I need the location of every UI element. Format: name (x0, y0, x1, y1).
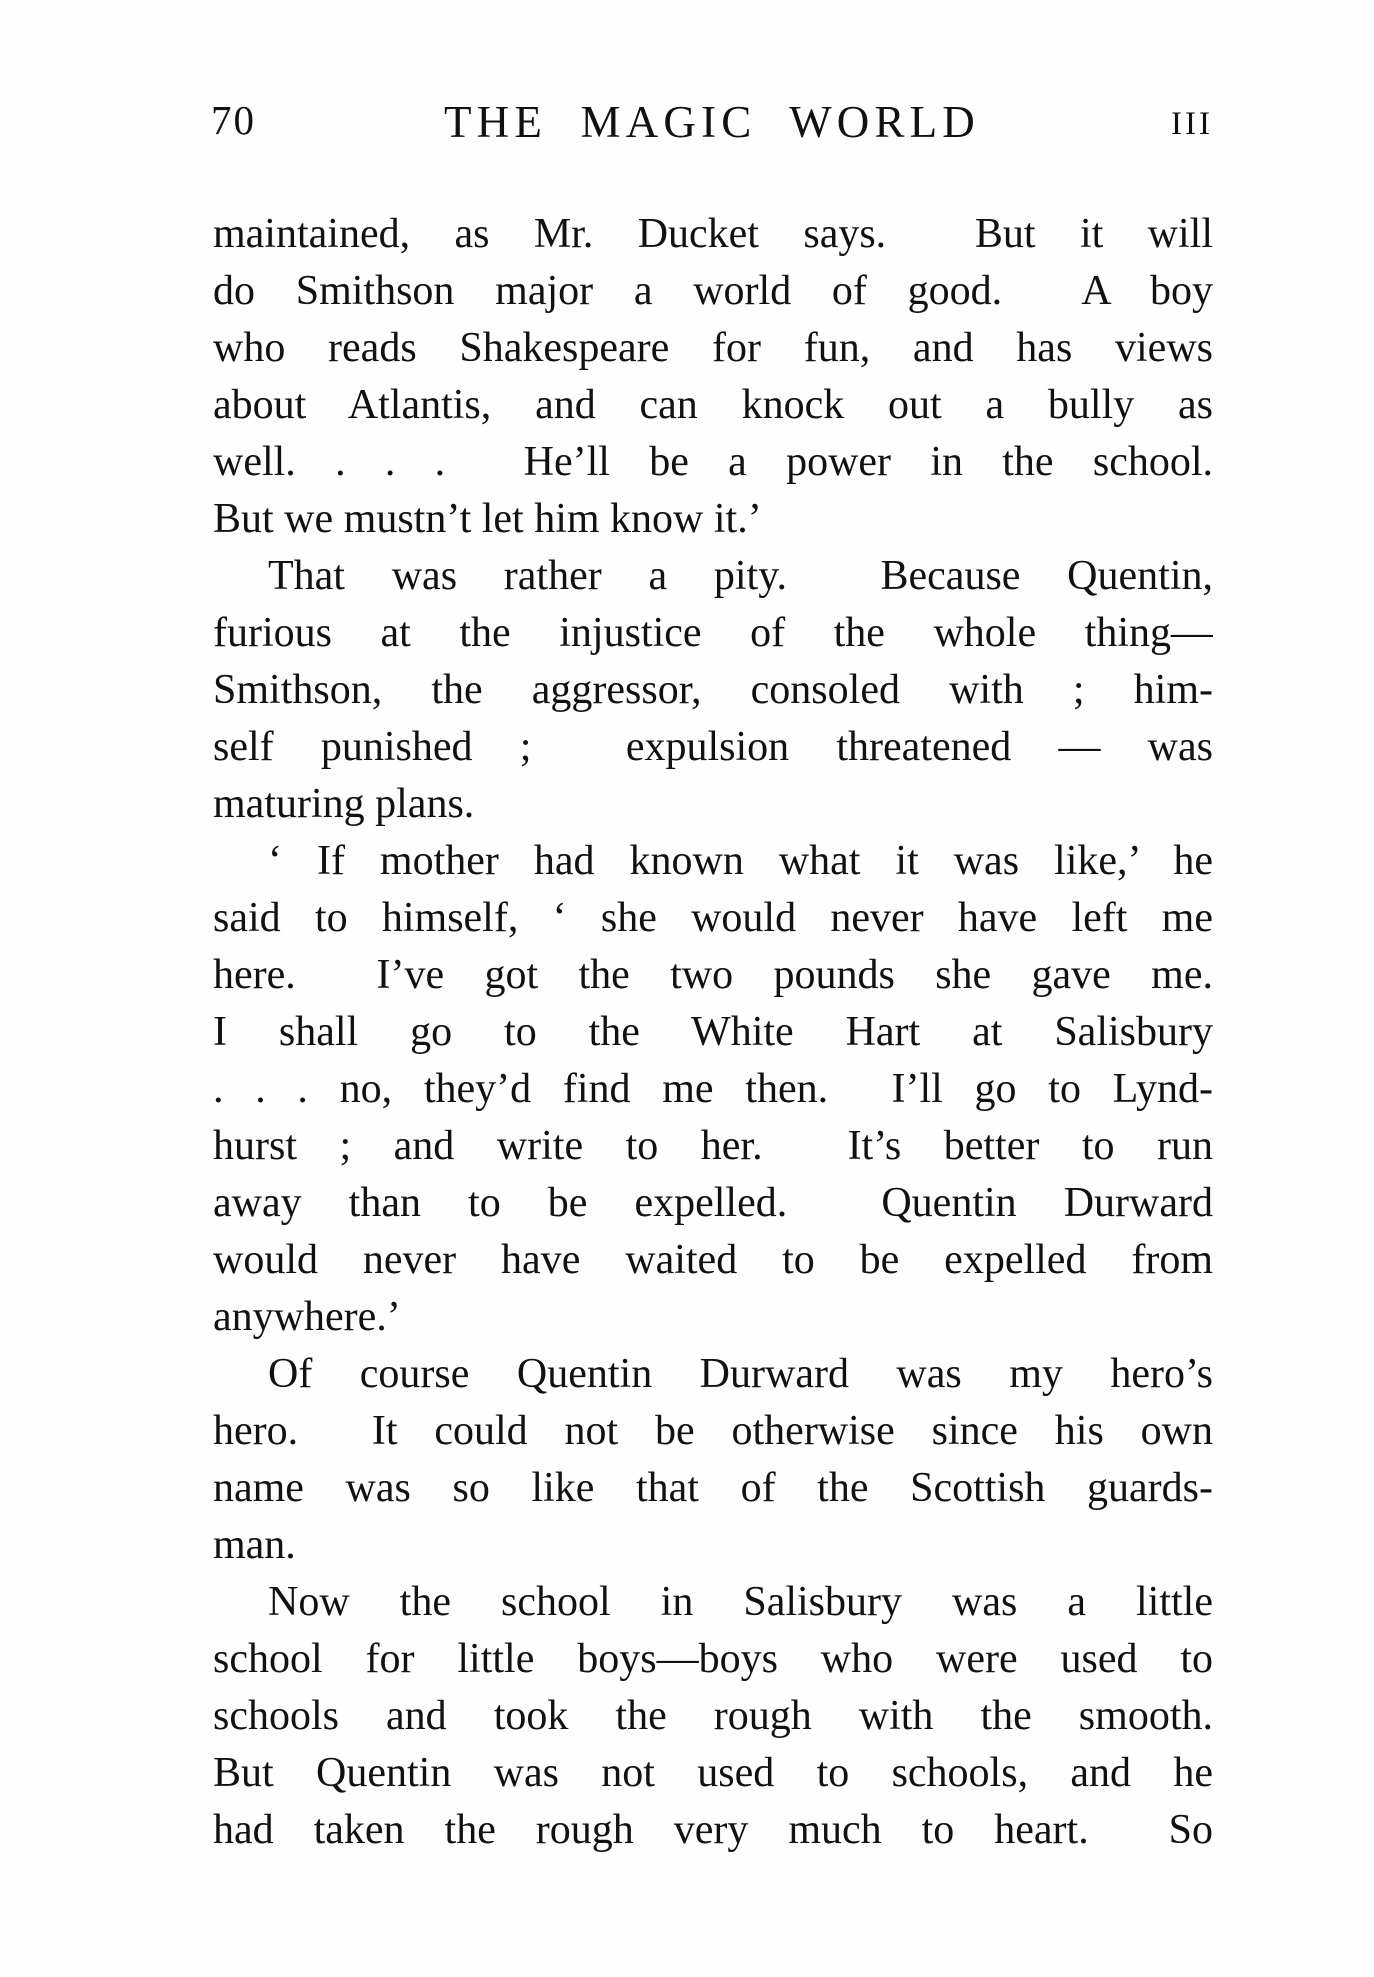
text-line: self punished ; expulsion threatened — was (213, 724, 1213, 770)
text-line: name was so like that of the Scottish guards- (213, 1465, 1213, 1511)
text-line: man. (213, 1522, 296, 1568)
text-line: school for little boys—boys who were used to (213, 1636, 1213, 1682)
text-line: But we mustn’t let him know it.’ (213, 496, 762, 542)
text-line: . . . no, they’d find me then. I’ll go to Lynd- (213, 1066, 1213, 1112)
text-line: hurst ; and write to her. It’s better to run (213, 1123, 1213, 1169)
text-line: hero. It could not be otherwise since his own (213, 1408, 1213, 1454)
text-line: away than to be expelled. Quentin Durward (213, 1180, 1213, 1226)
page-number: 70 (211, 97, 256, 143)
page-header (211, 96, 1213, 147)
text-line: furious at the injustice of the whole thing— (213, 610, 1213, 656)
text-line: here. I’ve got the two pounds she gave me. (213, 952, 1213, 998)
text-line: That was rather a pity. Because Quentin, (268, 553, 1213, 599)
text-line: well. . . . He’ll be a power in the school. (213, 439, 1213, 485)
text-line: about Atlantis, and can knock out a bully as (213, 382, 1213, 428)
text-line: do Smithson major a world of good. A boy (213, 268, 1213, 314)
text-line: ‘ If mother had known what it was like,’ he (268, 838, 1213, 884)
text-line: Of course Quentin Durward was my hero’s (268, 1351, 1213, 1397)
body-text (213, 206, 1213, 1859)
text-line: said to himself, ‘ she would never have left me (213, 895, 1213, 941)
text-line: anywhere.’ (213, 1294, 401, 1340)
text-line: I shall go to the White Hart at Salisbury (213, 1009, 1213, 1055)
text-line: maintained, as Mr. Ducket says. But it will (213, 211, 1213, 257)
running-title: THE MAGIC WORLD (444, 97, 980, 147)
text-line: had taken the rough very much to heart. So (213, 1807, 1213, 1853)
text-line: schools and took the rough with the smooth. (213, 1693, 1213, 1739)
chapter-numeral: III (1171, 106, 1213, 142)
text-line: But Quentin was not used to schools, and he (213, 1750, 1213, 1796)
text-line: maturing plans. (213, 781, 475, 827)
text-line: Smithson, the aggressor, consoled with ; him- (213, 667, 1213, 713)
text-line: would never have waited to be expelled from (213, 1237, 1213, 1283)
text-line: Now the school in Salisbury was a little (268, 1579, 1213, 1625)
text-line: who reads Shakespeare for fun, and has views (213, 325, 1213, 371)
